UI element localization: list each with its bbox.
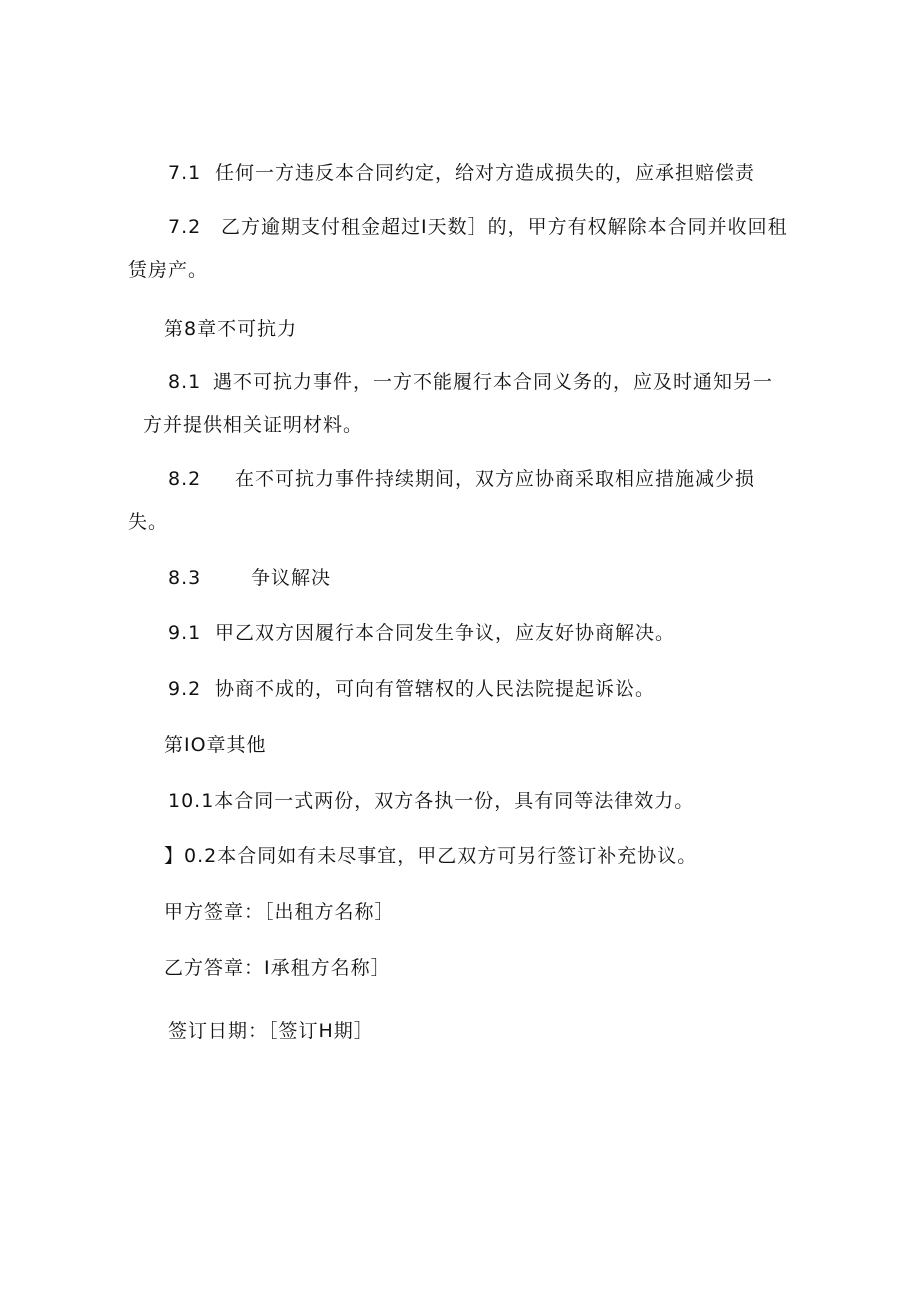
clause-number: 9.1 bbox=[168, 622, 202, 644]
clause-number: 8.2 bbox=[168, 468, 202, 490]
signing-date: 签订日期：［签订H期］ bbox=[168, 1020, 374, 1042]
clause-text: 甲乙双方因履行本合同发生争议，应友好协商解决。 bbox=[215, 622, 676, 644]
clause-9-2 bbox=[168, 676, 655, 702]
clause-text: 协商不成的，可向有管辖权的人民法院提起诉讼。 bbox=[215, 678, 656, 700]
clause-text: 遇不可抗力事件，一方不能履行本合同义务的，应及时通知另一 bbox=[213, 371, 774, 393]
clause-text: 任何一方违反本合同约定，给对方造成损失的，应承担赔偿责 bbox=[215, 162, 756, 184]
clause-number: 8.1 bbox=[168, 371, 202, 393]
clause-7-1 bbox=[168, 160, 755, 186]
clause-text: 争议解决 bbox=[251, 567, 332, 589]
clause-number: 8.3 bbox=[168, 567, 202, 589]
clause-number: 7.2 bbox=[168, 216, 202, 238]
signature-party-b: 乙方答章：I承租方名称］ bbox=[164, 957, 391, 979]
clause-7-2-continuation: 赁房产。 bbox=[128, 259, 209, 281]
clause-8-2-continuation: 失。 bbox=[128, 511, 169, 533]
clause-text: 在不可抗力事件持续期间，双方应协商采取相应措施减少损 bbox=[235, 468, 756, 490]
clause-8-1 bbox=[168, 369, 773, 395]
clause-9-1 bbox=[168, 620, 675, 646]
chapter-10-heading: 第IO章其他 bbox=[164, 734, 267, 756]
chapter-8-heading: 第8章不可抗力 bbox=[164, 318, 298, 340]
clause-10-1: 10.1本合同一式两份，双方各执一份，具有同等法律效力。 bbox=[168, 790, 695, 812]
clause-7-2 bbox=[168, 214, 788, 240]
signature-party-a: 甲方签章：［出租方名称］ bbox=[164, 901, 395, 923]
clause-number: 7.1 bbox=[168, 162, 202, 184]
clause-8-1-continuation: 方并提供相关证明材料。 bbox=[143, 414, 364, 436]
clause-8-2 bbox=[168, 466, 755, 492]
clause-10-2: 】0.2本合同如有未尽事宜，甲乙双方可另行签订补充协议。 bbox=[164, 845, 698, 867]
clause-number: 9.2 bbox=[168, 678, 202, 700]
clause-8-3 bbox=[168, 565, 331, 591]
clause-text: 乙方逾期支付租金超过I天数］的，甲方有权解除本合同并收回租 bbox=[221, 216, 788, 238]
